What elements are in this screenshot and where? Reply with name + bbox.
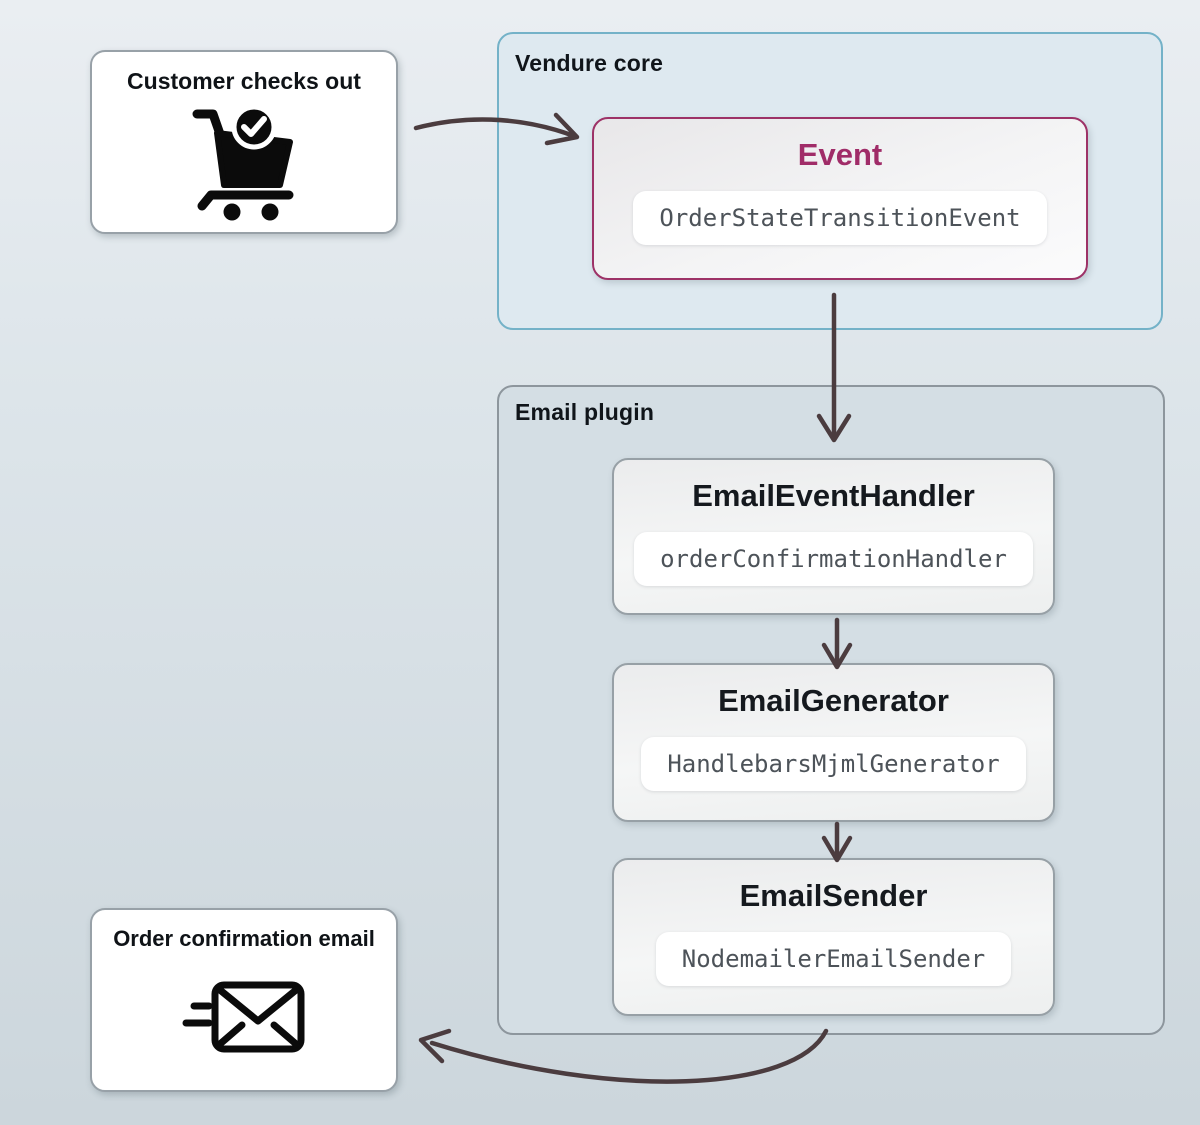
vendure-core-label: Vendure core bbox=[515, 50, 664, 76]
event-implementation-pill: OrderStateTransitionEvent bbox=[633, 191, 1046, 245]
sender-implementation-pill: NodemailerEmailSender bbox=[656, 932, 1011, 986]
customer-checkout-label: Customer checks out bbox=[127, 68, 361, 94]
arrow-sender-to-confirmation-email bbox=[421, 1031, 826, 1082]
email-plugin-label: Email plugin bbox=[515, 399, 655, 425]
event-node bbox=[592, 117, 1088, 280]
email-sender-title: EmailSender bbox=[739, 878, 928, 913]
order-confirmation-email-node bbox=[90, 908, 398, 1092]
cart-check-icon bbox=[192, 107, 296, 226]
customer-checkout-node bbox=[90, 50, 398, 234]
event-title: Event bbox=[797, 137, 883, 172]
handler-implementation-pill: orderConfirmationHandler bbox=[634, 532, 1033, 586]
envelope-send-icon bbox=[182, 980, 306, 1061]
email-generator-node bbox=[612, 663, 1055, 822]
email-event-handler-node bbox=[612, 458, 1055, 615]
order-confirmation-email-label: Order confirmation email bbox=[113, 926, 375, 951]
email-event-handler-title: EmailEventHandler bbox=[692, 478, 975, 513]
email-sender-node bbox=[612, 858, 1055, 1016]
email-generator-title: EmailGenerator bbox=[718, 683, 949, 718]
generator-implementation-pill: HandlebarsMjmlGenerator bbox=[641, 737, 1025, 791]
